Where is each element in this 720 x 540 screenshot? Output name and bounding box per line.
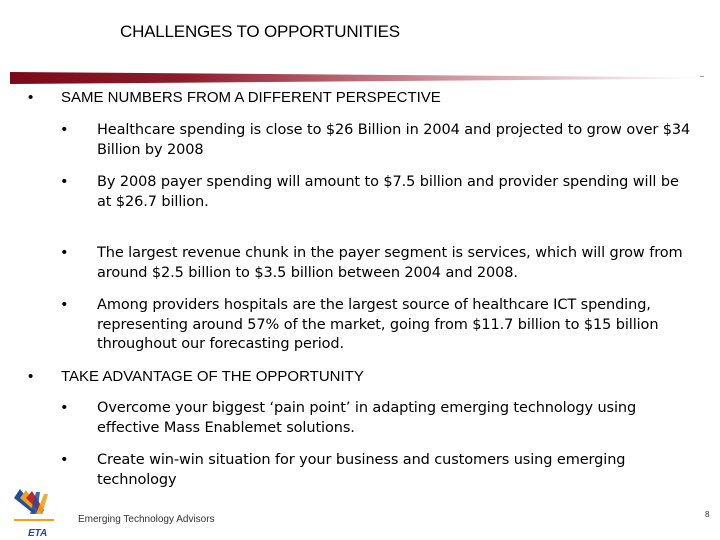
page-number: 8 — [705, 510, 710, 519]
list-item-text: Overcome your biggest ‘pain point’ in adapting emerging technology using effective Mass Enablemet solutions. — [97, 400, 637, 436]
slide-title: CHALLENGES TO OPPORTUNITIES — [120, 22, 400, 41]
title-divider-rule — [10, 72, 700, 84]
section-heading-text: SAME NUMBERS FROM A DIFFERENT PERSPECTIVE — [61, 89, 441, 106]
footer-company-name: Emerging Technology Advisors — [78, 514, 215, 525]
list-item-text: Healthcare spending is close to $26 Billion in 2004 and projected to grow over $34 Billion by 2008 — [97, 122, 691, 158]
list-item-text: Create win-win situation for your business and customers using emerging technology — [97, 452, 626, 488]
bullet-icon: • — [60, 400, 69, 416]
list-item-text: By 2008 payer spending will amount to $7.5 billion and provider spending will be at $26.7 billion. — [97, 174, 679, 210]
bullet-icon: • — [60, 174, 69, 190]
bullet-icon: • — [60, 452, 69, 468]
title-divider-cap — [700, 76, 704, 77]
logo-text: ETA — [28, 528, 48, 539]
section-heading-text: TAKE ADVANTAGE OF THE OPPORTUNITY — [61, 368, 364, 385]
logo-chevrons-icon — [14, 489, 48, 514]
eta-logo — [10, 486, 72, 540]
bullet-icon: • — [60, 297, 69, 313]
bullet-icon: • — [28, 89, 34, 106]
bullet-icon: • — [28, 368, 34, 385]
list-item-text: Among providers hospitals are the largest source of healthcare ICT spending, representing around 57% of the market, going from $11.7 billion to $15 billion throughout our forecasting period. — [97, 297, 659, 352]
list-item-text: The largest revenue chunk in the payer segment is services, which will grow from around $2.5 billion to $3.5 billion between 2004 and 2008. — [97, 245, 683, 281]
bullet-icon: • — [60, 245, 69, 261]
bullet-icon: • — [60, 122, 69, 138]
